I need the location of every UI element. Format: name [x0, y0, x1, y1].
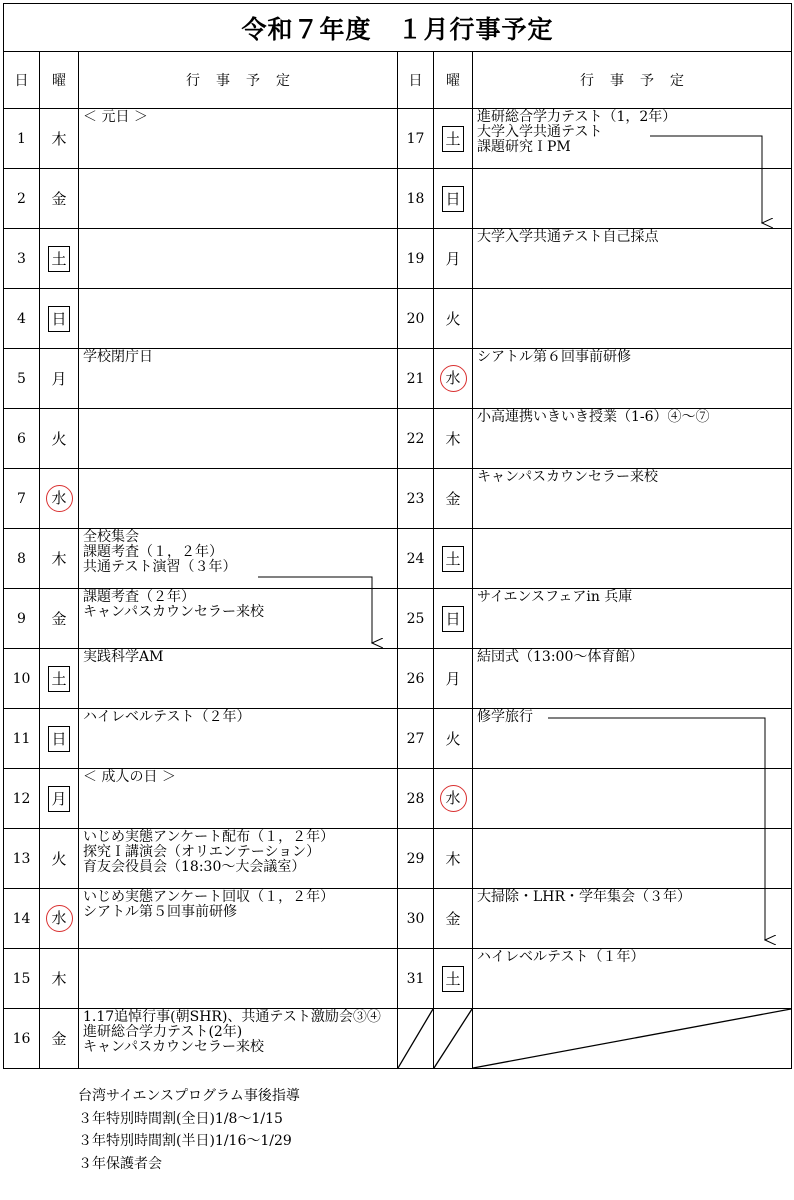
event-cell [79, 769, 398, 829]
day-of-week [40, 709, 79, 769]
holiday-box: 土 [48, 666, 70, 692]
day-number: 1 [4, 109, 40, 169]
header-events-right: 行事予定 [473, 52, 792, 109]
note-line: ３年特別時間割(全日)1/8～1/15 [78, 1110, 283, 1127]
dow-label: 火 [51, 850, 67, 868]
dow-label: 木 [51, 130, 67, 148]
day-number: 30 [398, 889, 434, 949]
day-of-week [40, 409, 79, 469]
day-of-week [434, 169, 473, 229]
event-cell [79, 109, 398, 169]
day-number: 7 [4, 469, 40, 529]
day-row [4, 109, 792, 169]
day-number: 26 [398, 649, 434, 709]
day-of-week [434, 529, 473, 589]
page-title: 令和７年度 １月行事予定 [4, 4, 792, 52]
day-of-week [434, 229, 473, 289]
header-row [4, 52, 792, 109]
event-line: 1.17追悼行事(朝SHR)、共通テスト激励会③④ [83, 1009, 381, 1025]
day-number: 15 [4, 949, 40, 1009]
day-number: 9 [4, 589, 40, 649]
holiday-box: 土 [442, 546, 464, 572]
event-line: 課題研究ＩPM [477, 139, 571, 155]
event-cell [79, 169, 398, 229]
event-line: 修学旅行 [477, 709, 533, 725]
event-cell [79, 949, 398, 1009]
day-of-week [434, 769, 473, 829]
day-row [4, 469, 792, 529]
wednesday-circle: 水 [46, 485, 73, 512]
day-of-week [434, 709, 473, 769]
event-cell [473, 109, 792, 169]
day-number: 5 [4, 349, 40, 409]
event-line: キャンパスカウンセラー来校 [477, 469, 659, 485]
dow-label: 月 [445, 250, 461, 268]
day-row [4, 649, 792, 709]
event-line: 進研総合学力テスト（1，2年） [477, 109, 677, 125]
event-cell [473, 469, 792, 529]
event-line: 全校集会 [83, 529, 139, 545]
event-cell [473, 229, 792, 289]
event-cell [79, 529, 398, 589]
event-line: サイエンスフェアin 兵庫 [477, 589, 633, 605]
event-cell [473, 349, 792, 409]
day-of-week [434, 469, 473, 529]
day-number: 8 [4, 529, 40, 589]
day-of-week [40, 469, 79, 529]
event-line: 探究Ｉ講演会（オリエンテーション） [83, 844, 321, 860]
day-row [4, 289, 792, 349]
holiday-box: 土 [442, 126, 464, 152]
day-row [4, 409, 792, 469]
note-line: ３年保護者会 [78, 1155, 162, 1172]
day-row [4, 169, 792, 229]
holiday-box: 月 [48, 786, 70, 812]
empty-cell-dow [434, 1009, 473, 1069]
day-of-week [434, 109, 473, 169]
day-of-week [40, 529, 79, 589]
holiday-box: 土 [442, 966, 464, 992]
event-line: 課題考査（１，２年） [83, 544, 223, 560]
event-cell [79, 889, 398, 949]
diagonal-line [398, 1009, 433, 1068]
event-line: 小高連携いきいき授業（1-6）④～⑦ [477, 409, 710, 425]
schedule-table [3, 3, 792, 1069]
event-cell [79, 1009, 398, 1069]
dow-label: 金 [445, 910, 461, 928]
dow-label: 金 [51, 190, 67, 208]
dow-label: 木 [51, 970, 67, 988]
day-row [4, 769, 792, 829]
day-of-week [434, 589, 473, 649]
event-cell [79, 229, 398, 289]
event-line: 結団式（13:00～体育館） [477, 649, 644, 665]
day-of-week [40, 289, 79, 349]
day-of-week [434, 649, 473, 709]
day-number: 29 [398, 829, 434, 889]
event-cell [79, 289, 398, 349]
dow-label: 火 [445, 310, 461, 328]
day-of-week [40, 169, 79, 229]
dow-label: 木 [445, 430, 461, 448]
day-of-week [40, 109, 79, 169]
event-line: ハイレベルテスト（１年） [477, 949, 645, 965]
event-cell [473, 829, 792, 889]
day-row [4, 229, 792, 289]
event-cell [79, 589, 398, 649]
day-of-week [40, 769, 79, 829]
empty-cell-day [398, 1009, 434, 1069]
event-cell [473, 949, 792, 1009]
day-number: 27 [398, 709, 434, 769]
event-line: いじめ実態アンケート配布（１，２年） [83, 829, 335, 845]
day-of-week [40, 229, 79, 289]
event-line: シアトル第６回事前研修 [477, 349, 631, 365]
header-dow-left: 曜 [40, 52, 79, 109]
event-cell [473, 409, 792, 469]
day-of-week [40, 1009, 79, 1069]
day-number: 24 [398, 529, 434, 589]
event-line: ＜ 元日 ＞ [83, 109, 148, 125]
event-line: 実践科学AM [83, 649, 164, 665]
day-row [4, 829, 792, 889]
wednesday-circle: 水 [46, 905, 73, 932]
event-cell [473, 289, 792, 349]
day-number: 19 [398, 229, 434, 289]
day-of-week [434, 349, 473, 409]
dow-label: 金 [51, 1030, 67, 1048]
day-of-week [40, 649, 79, 709]
day-number: 10 [4, 649, 40, 709]
day-number: 17 [398, 109, 434, 169]
event-cell [79, 709, 398, 769]
event-cell [79, 829, 398, 889]
event-line: 学校閉庁日 [83, 349, 153, 365]
event-cell [79, 409, 398, 469]
dow-label: 金 [445, 490, 461, 508]
event-line: ＜ 成人の日 ＞ [83, 769, 176, 785]
event-cell [473, 889, 792, 949]
dow-label: 月 [445, 670, 461, 688]
event-line: 大学入学共通テスト自己採点 [477, 229, 659, 245]
day-number: 25 [398, 589, 434, 649]
dow-label: 火 [51, 430, 67, 448]
event-line: ハイレベルテスト（２年） [83, 709, 251, 725]
day-number: 22 [398, 409, 434, 469]
note-line: 台湾サイエンスプログラム事後指導 [78, 1088, 300, 1104]
event-cell [473, 709, 792, 769]
wednesday-circle: 水 [440, 785, 467, 812]
event-line: 大学入学共通テスト [477, 124, 603, 140]
event-line: 課題考査（２年） [83, 589, 195, 605]
day-row [4, 349, 792, 409]
event-line: 大掃除・LHR・学年集会（３年） [477, 889, 692, 905]
day-row [4, 589, 792, 649]
day-number: 21 [398, 349, 434, 409]
empty-cell-events [473, 1009, 792, 1069]
day-number: 14 [4, 889, 40, 949]
dow-label: 木 [445, 850, 461, 868]
event-cell [79, 649, 398, 709]
event-cell [473, 589, 792, 649]
day-number: 11 [4, 709, 40, 769]
event-line: 進研総合学力テスト(2年) [83, 1024, 243, 1040]
notes [78, 1085, 300, 1175]
day-row [4, 529, 792, 589]
day-number: 12 [4, 769, 40, 829]
event-line: シアトル第５回事前研修 [83, 904, 237, 920]
event-cell [79, 469, 398, 529]
header-day-left: 日 [4, 52, 40, 109]
dow-label: 月 [51, 370, 67, 388]
day-number: 6 [4, 409, 40, 469]
day-number: 18 [398, 169, 434, 229]
day-row [4, 709, 792, 769]
day-row [4, 1009, 792, 1069]
holiday-box: 日 [442, 606, 464, 632]
day-of-week [40, 889, 79, 949]
day-number: 16 [4, 1009, 40, 1069]
day-of-week [434, 829, 473, 889]
day-number: 23 [398, 469, 434, 529]
day-of-week [434, 889, 473, 949]
day-of-week [40, 829, 79, 889]
day-number: 13 [4, 829, 40, 889]
day-of-week [40, 949, 79, 1009]
day-of-week [434, 409, 473, 469]
title-row [4, 4, 792, 52]
day-number: 3 [4, 229, 40, 289]
day-of-week [40, 589, 79, 649]
day-of-week [434, 949, 473, 1009]
diagonal-line [473, 1009, 791, 1068]
event-cell [473, 649, 792, 709]
note-line: ３年特別時間割(半日)1/16～1/29 [78, 1133, 292, 1149]
holiday-box: 日 [48, 306, 70, 332]
holiday-box: 土 [48, 246, 70, 272]
event-line: 育友会役員会（18:30～大会議室） [83, 859, 306, 875]
header-day-right: 日 [398, 52, 434, 109]
event-cell [473, 769, 792, 829]
event-cell [79, 349, 398, 409]
header-events-left: 行事予定 [79, 52, 398, 109]
day-row [4, 889, 792, 949]
day-of-week [434, 289, 473, 349]
day-of-week [40, 349, 79, 409]
diagonal-line [434, 1009, 472, 1068]
event-cell [473, 529, 792, 589]
day-number: 28 [398, 769, 434, 829]
wednesday-circle: 水 [440, 365, 467, 392]
event-line: 共通テスト演習（３年） [83, 559, 237, 575]
dow-label: 木 [51, 550, 67, 568]
event-line: キャンパスカウンセラー来校 [83, 1039, 265, 1055]
holiday-box: 日 [442, 186, 464, 212]
day-number: 31 [398, 949, 434, 1009]
day-number: 2 [4, 169, 40, 229]
header-dow-right: 曜 [434, 52, 473, 109]
dow-label: 金 [51, 610, 67, 628]
day-row [4, 949, 792, 1009]
day-number: 4 [4, 289, 40, 349]
holiday-box: 日 [48, 726, 70, 752]
day-number: 20 [398, 289, 434, 349]
event-line: いじめ実態アンケート回収（１，２年） [83, 889, 335, 905]
event-line: キャンパスカウンセラー来校 [83, 604, 265, 620]
dow-label: 火 [445, 730, 461, 748]
event-cell [473, 169, 792, 229]
